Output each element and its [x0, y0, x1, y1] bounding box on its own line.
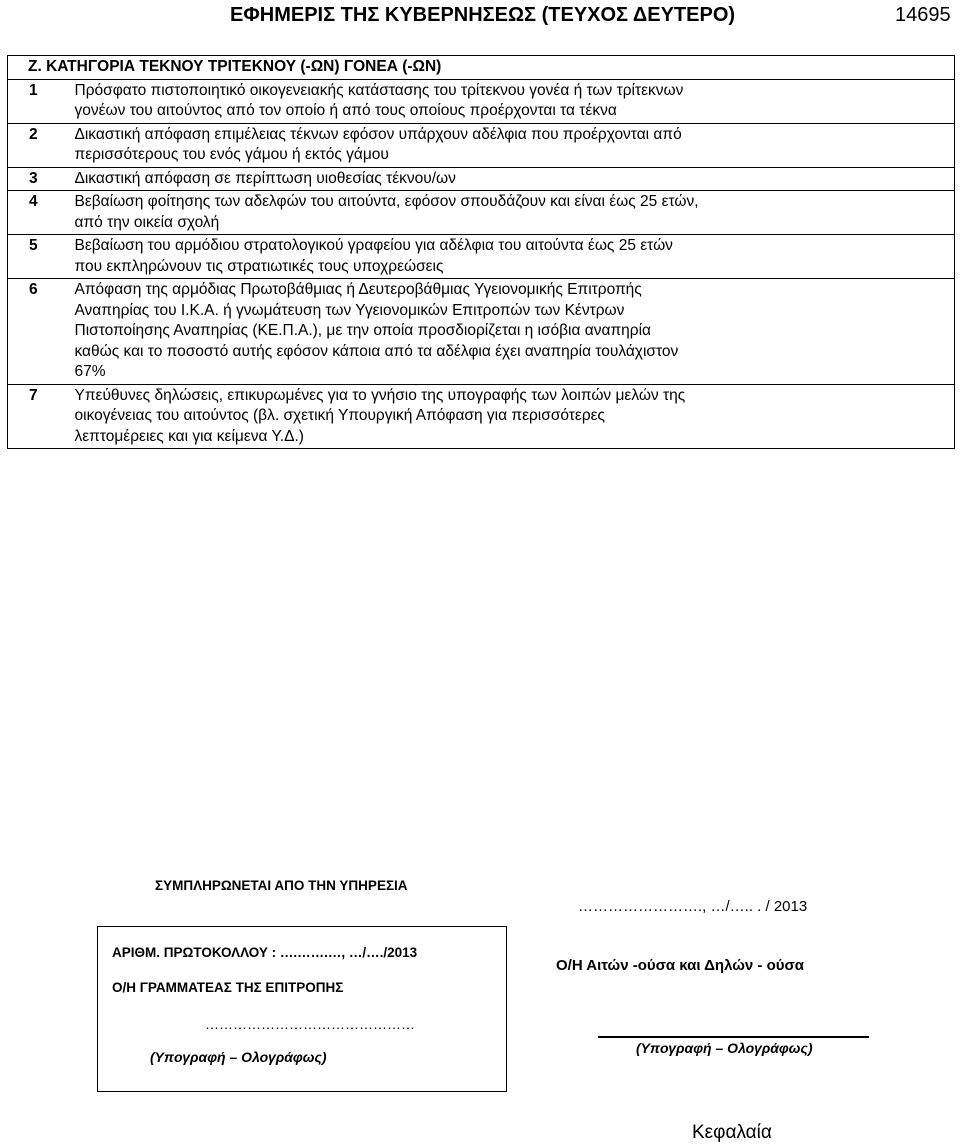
row-text: [68, 235, 955, 279]
table-row: [8, 79, 955, 123]
table-row: [8, 167, 955, 191]
row-line: Δικαστική απόφαση επιμέλειας τέκνων εφόσον υπάρχουν αδέλφια που προέρχονται από: [74, 125, 682, 143]
capitals-note: Κεφαλαία: [692, 1122, 772, 1143]
page-number: 14695: [895, 4, 951, 26]
table-row: [8, 279, 955, 385]
row-text: [68, 167, 955, 191]
documents-table: [7, 55, 955, 449]
row-number: 7: [8, 384, 68, 449]
row-text: [68, 123, 955, 167]
row-line: Βεβαίωση του αρμόδιου στρατολογικού γραφείου για αδέλφια του αιτούντα έως 25 ετών: [74, 237, 673, 254]
row-line: Υπεύθυνες δηλώσεις, επικυρωμένες για το γνήσιο της υπογραφής των λοιπών μελών της: [74, 386, 686, 404]
table-row: [8, 191, 955, 235]
row-line: οικογένειας του αιτούντος (βλ. σχετική Υπουργική Απόφαση για περισσότερες: [74, 407, 606, 424]
signature-dots: ………………………………………: [205, 1016, 415, 1032]
signature-line: [598, 1036, 869, 1038]
row-line: που εκπληρώνουν τις στρατιωτικές τους υποχρεώσεις: [74, 257, 444, 275]
gazette-title: ΕΦΗΜΕΡΙΣ ΤΗΣ ΚΥΒΕΡΝΗΣΕΩΣ (ΤΕΥΧΟΣ ΔΕΥΤΕΡΟ): [230, 4, 736, 26]
row-number: 6: [8, 279, 68, 385]
row-number: 5: [8, 235, 68, 279]
row-line: Βεβαίωση φοίτησης των αδελφών του αιτούντα, εφόσον σπουδάζουν και είναι έως 25 ετών,: [74, 193, 699, 210]
row-line: Πιστοποίησης Αναπηρίας (ΚΕ.Π.Α.), με την οποία προσδιορίζεται η ισόβια αναπηρία: [74, 322, 651, 339]
service-heading: ΣΥΜΠΛΗΡΩΝΕΤΑΙ ΑΠΟ ΤΗΝ ΥΠΗΡΕΣΙΑ: [155, 878, 408, 893]
table-row: [8, 235, 955, 279]
row-line: Δικαστική απόφαση σε περίπτωση υιοθεσίας τέκνου/ων: [74, 169, 456, 187]
applicant-label: Ο/Η Αιτών -ούσα και Δηλών - ούσα: [556, 957, 804, 974]
row-number: 4: [8, 191, 68, 235]
section-row: [8, 56, 955, 80]
table-row: [8, 123, 955, 167]
secretary-signature-label: (Υπογραφή – Ολογράφως): [150, 1049, 327, 1065]
row-number: 3: [8, 167, 68, 191]
row-text: [68, 384, 955, 449]
section-title: Ζ. ΚΑΤΗΓΟΡΙΑ ΤΕΚΝΟΥ ΤΡΙΤΕΚΝΟΥ (-ΩΝ) ΓΟΝΕΑ (-ΩΝ): [8, 56, 955, 80]
row-number: 1: [8, 79, 68, 123]
row-text: [68, 191, 955, 235]
date-line: ……………………., …/….. . / 2013: [578, 898, 808, 915]
row-line: Πρόσφατο πιστοποιητικό οικογενειακής κατάστασης του τρίτεκνου γονέα ή των τρίτεκνων: [74, 81, 684, 99]
row-line: περισσότερους του ενός γάμου ή εκτός γάμου: [74, 146, 389, 163]
row-line: λεπτομέρειες και για κείμενα Υ.Δ.): [74, 427, 304, 445]
row-text: [68, 279, 955, 385]
row-line: 67%: [74, 363, 106, 380]
row-text: [68, 79, 955, 123]
secretary-label: Ο/Η ΓΡΑΜΜΑΤΕΑΣ ΤΗΣ ΕΠΙΤΡΟΠΗΣ: [112, 980, 344, 995]
applicant-signature-label: (Υπογραφή – Ολογράφως): [636, 1040, 813, 1056]
row-line: από την οικεία σχολή: [74, 213, 220, 231]
row-line: Απόφαση της αρμόδιας Πρωτοβάθμιας ή Δευτεροβάθμιας Υγειονομικής Επιτροπής: [74, 281, 642, 298]
table-row: [8, 384, 955, 449]
row-line: Αναπηρίας του Ι.Κ.Α. ή γνωμάτευση των Υγειονομικών Επιτροπών των Κέντρων: [74, 301, 625, 319]
protocol-number: ΑΡΙΘΜ. ΠΡΩΤΟΚΟΛΛΟΥ : ….…….…, …/…./2013: [112, 945, 418, 960]
row-line: γονέων του αιτούντος από τον οποίο ή από τους οποίους προέρχονται τα τέκνα: [74, 102, 617, 119]
row-number: 2: [8, 123, 68, 167]
row-line: καθώς και το ποσοστό αυτής εφόσον κάποια από τα αδέλφια έχει αναπηρία τουλάχιστον: [74, 342, 679, 360]
